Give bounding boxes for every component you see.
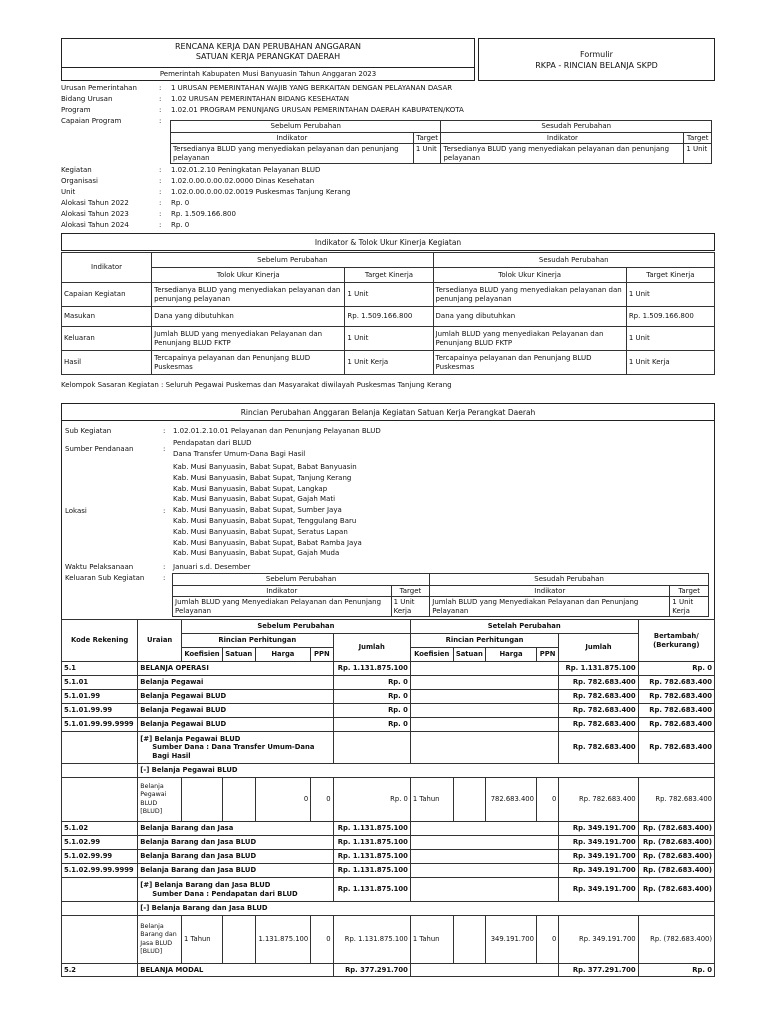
info-value: 1.02.01 PROGRAM PENUNJANG URUSAN PEMERINTAHAN DAERAH KABUPATEN/KOTA: [171, 106, 464, 114]
item1-j1: Rp. 0: [333, 778, 410, 822]
indikator-title-box: [61, 233, 715, 251]
budget-j1: Rp. 1.131.875.100: [333, 822, 410, 836]
indikator-name: Capaian Kegiatan: [62, 283, 152, 307]
kel-tgt-head-2: Target: [670, 585, 709, 597]
grp1-label: [138, 732, 333, 764]
rincian-title: Rincian Perubahan Anggaran Belanja Kegiatan Satuan Kerja Perangkat Daerah: [240, 408, 536, 417]
grp1-sub: [-] Belanja Pegawai BLUD: [138, 764, 715, 778]
waktu-label: Waktu Pelaksanaan: [65, 563, 134, 571]
budget-table: [61, 619, 715, 977]
budget-empty: [410, 718, 558, 732]
bh-kode: Kode Rekening: [62, 620, 138, 662]
budget-row: [62, 718, 715, 732]
info-value: 1.02 URUSAN PEMERINTAHAN BIDANG KESEHATAN: [171, 95, 350, 103]
item2-p1: 0: [311, 916, 333, 964]
info-label: Urusan Pemerintahan: [61, 84, 137, 92]
bh-ppn-2: PPN: [536, 648, 558, 662]
info2-value: 1.02.0.00.0.00.02.0000 Dinas Kesehatan: [171, 177, 315, 185]
tolok-after: Jumlah BLUD yang menyediakan Pelayanan dan Penunjang BLUD FKTP: [433, 327, 626, 351]
budget-empty: [410, 690, 558, 704]
last-j1: Rp. 377.291.700: [333, 964, 410, 977]
grp2-kode-cell: [62, 878, 138, 902]
item2-name: Belanja Barang dan Jasa BLUD [BLUD]: [138, 916, 182, 964]
kel-ind-head-2: Indikator: [430, 585, 670, 597]
budget-j1: Rp. 1.131.875.100: [333, 850, 410, 864]
budget-diff: Rp. 0: [638, 662, 714, 676]
target-after: Rp. 1.509.166.800: [626, 307, 714, 327]
budget-kode: 5.1.02.99.99: [62, 850, 138, 864]
target-after: 1 Unit: [626, 283, 714, 307]
sub-kegiatan-value: 1.02.01.2.10.01 Pelayanan dan Penunjang Pelayanan BLUD: [173, 427, 381, 435]
lokasi-item: Kab. Musi Banyuasin, Babat Supat, Babat Ramba Jaya: [173, 538, 362, 547]
info2-label: Alokasi Tahun 2022: [61, 199, 129, 207]
budget-row: [62, 690, 715, 704]
item1-name: Belanja Pegawai BLUD [BLUD]: [138, 778, 182, 822]
info2-colon: :: [159, 188, 162, 196]
indikator-table: [61, 252, 715, 375]
grp1-j1: [333, 732, 410, 764]
info2-label: Unit: [61, 188, 76, 196]
bh-jumlah-2: Jumlah: [559, 634, 638, 662]
keluaran-label: Keluaran Sub Kegiatan: [65, 574, 145, 582]
capaian-ind-head-2: Indikator: [441, 132, 684, 144]
target-after: 1 Unit Kerja: [626, 351, 714, 375]
budget-j2: Rp. 782.683.400: [559, 704, 638, 718]
form-label: Formulir: [580, 50, 613, 59]
capaian-after-head: Sesudah Perubahan: [441, 121, 712, 133]
budget-uraian: BELANJA OPERASI: [138, 662, 333, 676]
sumber-1: Pendapatan dari BLUD: [173, 439, 252, 447]
info-label: Program: [61, 106, 91, 114]
budget-uraian: Belanja Pegawai BLUD: [138, 690, 333, 704]
info-colon: :: [159, 106, 162, 114]
grp2-line2: Sumber Dana : Pendapatan dari BLUD: [152, 889, 298, 898]
header-title-box: [61, 38, 475, 68]
sumber-2: Dana Transfer Umum-Dana Bagi Hasil: [173, 450, 306, 458]
item1-h1: 0: [255, 778, 311, 822]
budget-kode: 5.1.01.99: [62, 690, 138, 704]
capaian-table: [170, 120, 712, 164]
indikator-name: Keluaran: [62, 327, 152, 351]
budget-uraian: Belanja Pegawai BLUD: [138, 704, 333, 718]
info-value: 1 URUSAN PEMERINTAHAN WAJIB YANG BERKAITAN DENGAN PELAYANAN DASAR: [171, 84, 453, 92]
ind-head-after: Sesudah Perubahan: [433, 253, 714, 268]
budget-j2: Rp. 349.191.700: [559, 836, 638, 850]
bh-ppn-1: PPN: [311, 648, 333, 662]
tolok-before: Tersedianya BLUD yang menyediakan pelayanan dan penunjang pelayanan: [152, 283, 345, 307]
budget-diff: Rp. 782.683.400: [638, 718, 714, 732]
info2-label: Alokasi Tahun 2024: [61, 221, 129, 229]
capaian-ind-head: Indikator: [171, 132, 414, 144]
info2-value: 1.02.0.00.0.00.02.0019 Puskesmas Tanjung Kerang: [171, 188, 351, 196]
budget-kode: 5.1.02.99: [62, 836, 138, 850]
budget-empty: [410, 662, 558, 676]
kel-before-head: Sebelum Perubahan: [173, 574, 430, 586]
budget-uraian: Belanja Barang dan Jasa BLUD: [138, 836, 333, 850]
info2-label: Kegiatan: [61, 166, 92, 174]
tolok-before: Tercapainya pelayanan dan Penunjang BLUD Puskesmas: [152, 351, 345, 375]
budget-uraian: Belanja Barang dan Jasa: [138, 822, 333, 836]
budget-uraian: Belanja Pegawai BLUD: [138, 718, 333, 732]
info2-value: Rp. 0: [171, 221, 190, 229]
budget-diff: Rp. (782.683.400): [638, 850, 714, 864]
budget-diff: Rp. (782.683.400): [638, 864, 714, 878]
budget-diff: Rp. 782.683.400: [638, 676, 714, 690]
header-title-2: SATUAN KERJA PERANGKAT DAERAH: [195, 52, 341, 61]
target-before: Rp. 1.509.166.800: [345, 307, 433, 327]
ind-head-before: Sebelum Perubahan: [152, 253, 433, 268]
budget-row: [62, 704, 715, 718]
kel-tgt-1: 1 Unit Kerja: [391, 597, 430, 617]
lokasi-item: Kab. Musi Banyuasin, Babat Supat, Babat Banyuasin: [173, 463, 357, 471]
item2-diff: Rp. (782.683.400): [638, 916, 714, 964]
item1-kode: [62, 778, 138, 822]
budget-row: [62, 850, 715, 864]
budget-j2: Rp. 349.191.700: [559, 864, 638, 878]
item1-h2: 782.683.400: [486, 778, 537, 822]
indikator-name: Hasil: [62, 351, 152, 375]
item2-h2: 349.191.700: [486, 916, 537, 964]
item2-kode: [62, 916, 138, 964]
budget-j2: Rp. 782.683.400: [559, 718, 638, 732]
budget-j2: Rp. 1.131.875.100: [559, 662, 638, 676]
budget-empty: [410, 850, 558, 864]
colon: :: [163, 445, 166, 453]
tolok-after: Tersedianya BLUD yang menyediakan pelayanan dan penunjang pelayanan: [433, 283, 626, 307]
budget-j2: Rp. 349.191.700: [559, 850, 638, 864]
grp1-diff: Rp. 782.683.400: [638, 732, 714, 764]
budget-kode: 5.1.02: [62, 822, 138, 836]
item1-j2: Rp. 782.683.400: [559, 778, 638, 822]
waktu-value: Januari s.d. Desember: [173, 563, 251, 571]
header-subtitle-box: [61, 67, 475, 81]
item2-s1: [223, 916, 256, 964]
lokasi-item: Kab. Musi Banyuasin, Babat Supat, Seratus Lapan: [173, 527, 348, 536]
header-title-1: RENCANA KERJA DAN PERUBAHAN ANGGARAN: [174, 42, 362, 51]
indikator-row: [62, 351, 715, 375]
budget-empty: [410, 704, 558, 718]
budget-j1: Rp. 0: [333, 704, 410, 718]
info2-value: Rp. 1.509.166.800: [171, 210, 236, 218]
grp2-sub-kode: [62, 902, 138, 916]
tolok-after: Tercapainya pelayanan dan Penunjang BLUD Puskesmas: [433, 351, 626, 375]
indikator-name: Masukan: [62, 307, 152, 327]
budget-j1: Rp. 1.131.875.100: [333, 662, 410, 676]
item2-p2: 0: [536, 916, 558, 964]
budget-j1: Rp. 0: [333, 690, 410, 704]
lokasi-item: Kab. Musi Banyuasin, Babat Supat, Sumber Jaya: [173, 506, 342, 515]
grp1-empty: [410, 732, 558, 764]
grp2-diff: Rp. (782.683.400): [638, 878, 714, 902]
budget-kode: 5.1.02.99.99.9999: [62, 864, 138, 878]
budget-row: [62, 864, 715, 878]
item2-h1: 1.131.875.100: [255, 916, 311, 964]
kel-tgt-head: Target: [391, 585, 430, 597]
item1-k2: 1 Tahun: [410, 778, 453, 822]
lokasi-label: Lokasi: [65, 507, 87, 515]
sumber-label: Sumber Pendanaan: [65, 445, 134, 453]
bh-satuan-2: Satuan: [453, 648, 486, 662]
info2-value: Rp. 0: [171, 199, 190, 207]
bh-jumlah-1: Jumlah: [333, 634, 410, 662]
grp2-line1: [#] Belanja Barang dan Jasa BLUD: [140, 881, 271, 889]
item1-k1: [182, 778, 223, 822]
info2-value: 1.02.01.2.10 Peningkatan Pelayanan BLUD: [171, 166, 321, 174]
grp1-j2: Rp. 782.683.400: [559, 732, 638, 764]
lokasi-item: Kab. Musi Banyuasin, Babat Supat, Tenggulang Baru: [173, 517, 357, 525]
bh-rincian-2: Rincian Perhitungan: [410, 634, 558, 648]
tolok-before: Jumlah BLUD yang menyediakan Pelayanan dan Penunjang BLUD FKTP: [152, 327, 345, 351]
budget-j1: Rp. 0: [333, 718, 410, 732]
info2-label: Organisasi: [61, 177, 98, 185]
budget-diff: Rp. 782.683.400: [638, 704, 714, 718]
capaian-tgt-after: 1 Unit: [684, 144, 712, 164]
info-colon: :: [159, 95, 162, 103]
info2-colon: :: [159, 177, 162, 185]
info-colon: :: [159, 84, 162, 92]
item2-k2: 1 Tahun: [410, 916, 453, 964]
item1-s2: [453, 778, 486, 822]
ind-head-target-1: Target Kinerja: [345, 268, 433, 283]
bh-uraian: Uraian: [138, 620, 182, 662]
budget-row: [62, 676, 715, 690]
info2-colon: :: [159, 210, 162, 218]
budget-j1: Rp. 0: [333, 676, 410, 690]
ind-head-target-2: Target Kinerja: [626, 268, 714, 283]
rincian-title-box: [61, 403, 715, 421]
info-label: Bidang Urusan: [61, 95, 113, 103]
budget-row: [62, 662, 715, 676]
grp1-line1: [#] Belanja Pegawai BLUD: [140, 734, 241, 743]
budget-j2: Rp. 349.191.700: [559, 822, 638, 836]
item2-k1: 1 Tahun: [182, 916, 223, 964]
last-uraian: BELANJA MODAL: [138, 964, 333, 977]
kel-ind-head: Indikator: [173, 585, 392, 597]
kel-ind-2: Jumlah BLUD yang Menyediakan Pelayanan dan Penunjang Pelayanan: [430, 597, 670, 617]
budget-empty: [410, 836, 558, 850]
form-box: [478, 38, 715, 81]
bh-rincian-1: Rincian Perhitungan: [182, 634, 334, 648]
info-colon: :: [159, 117, 162, 125]
tolok-before: Dana yang dibutuhkan: [152, 307, 345, 327]
budget-kode: 5.1.01.99.99.9999: [62, 718, 138, 732]
budget-diff: Rp. (782.683.400): [638, 822, 714, 836]
grp2-j1: Rp. 1.131.875.100: [333, 878, 410, 902]
capaian-tgt-before: 1 Unit: [413, 144, 441, 164]
bh-koef-1: Koefisien: [182, 648, 223, 662]
colon: :: [163, 507, 166, 515]
target-before: 1 Unit: [345, 327, 433, 351]
bh-sebelum: Sebelum Perubahan: [182, 620, 411, 634]
grp1-kode-cell: [62, 732, 138, 764]
grp2-label: [138, 878, 333, 902]
info2-label: Alokasi Tahun 2023: [61, 210, 129, 218]
bh-satuan-1: Satuan: [223, 648, 256, 662]
item1-diff: Rp. 782.683.400: [638, 778, 714, 822]
budget-empty: [410, 822, 558, 836]
form-name: RKPA - RINCIAN BELANJA SKPD: [535, 61, 658, 70]
budget-empty: [410, 676, 558, 690]
info-label: Capaian Program: [61, 117, 122, 125]
last-diff: Rp. 0: [638, 964, 714, 977]
bh-harga-2: Harga: [486, 648, 537, 662]
item1-p2: 0: [536, 778, 558, 822]
ind-head-tolok-1: Tolok Ukur Kinerja: [152, 268, 345, 283]
lokasi-item: Kab. Musi Banyuasin, Babat Supat, Gajah Muda: [173, 549, 340, 558]
capaian-ind-after: Tersedianya BLUD yang menyediakan pelayanan dan penunjang pelayanan: [441, 144, 684, 164]
budget-j2: Rp. 782.683.400: [559, 676, 638, 690]
budget-j1: Rp. 1.131.875.100: [333, 864, 410, 878]
budget-kode: 5.1: [62, 662, 138, 676]
budget-kode: 5.1.01.99.99: [62, 704, 138, 718]
budget-kode: 5.1.01: [62, 676, 138, 690]
info2-colon: :: [159, 221, 162, 229]
item2-j2: Rp. 349.191.700: [559, 916, 638, 964]
indikator-row: [62, 307, 715, 327]
budget-j1: Rp. 1.131.875.100: [333, 836, 410, 850]
grp2-sub: [-] Belanja Barang dan Jasa BLUD: [138, 902, 715, 916]
grp2-empty: [410, 878, 558, 902]
indikator-title: Indikator & Tolok Ukur Kinerja Kegiatan: [314, 238, 462, 247]
sub-kegiatan-label: Sub Kegiatan: [65, 427, 112, 435]
budget-diff: Rp. 782.683.400: [638, 690, 714, 704]
kel-tgt-2: 1 Unit Kerja: [670, 597, 709, 617]
budget-row: [62, 822, 715, 836]
header-subtitle: Pemerintah Kabupaten Musi Banyuasin Tahun Anggaran 2023: [159, 70, 377, 78]
kel-after-head: Sesudah Perubahan: [430, 574, 709, 586]
colon: :: [163, 574, 166, 582]
indikator-row: [62, 327, 715, 351]
item1-s1: [223, 778, 256, 822]
target-before: 1 Unit: [345, 283, 433, 307]
kelompok-sasaran: Kelompok Sasaran Kegiatan : Seluruh Pegawai Puskemas dan Masyarakat diwilayah Puskesmas Tanjung Kerang: [61, 381, 452, 389]
ind-head-tolok-2: Tolok Ukur Kinerja: [433, 268, 626, 283]
target-before: 1 Unit Kerja: [345, 351, 433, 375]
colon: :: [163, 563, 166, 571]
capaian-before-head: Sebelum Perubahan: [171, 121, 441, 133]
bh-koef-2: Koefisien: [410, 648, 453, 662]
last-j2: Rp. 377.291.700: [559, 964, 638, 977]
kel-ind-1: Jumlah BLUD yang Menyediakan Pelayanan dan Penunjang Pelayanan: [173, 597, 392, 617]
grp2-j2: Rp. 349.191.700: [559, 878, 638, 902]
bh-bertambah: Bertambah/ (Berkurang): [638, 620, 714, 662]
capaian-tgt-head-2: Target: [684, 132, 712, 144]
bh-harga-1: Harga: [255, 648, 311, 662]
budget-empty: [410, 864, 558, 878]
grp1-sub-kode: [62, 764, 138, 778]
item1-p1: 0: [311, 778, 333, 822]
item2-s2: [453, 916, 486, 964]
tolok-after: Dana yang dibutuhkan: [433, 307, 626, 327]
capaian-ind-before: Tersedianya BLUD yang menyediakan pelayanan dan penunjang pelayanan: [171, 144, 414, 164]
lokasi-item: Kab. Musi Banyuasin, Babat Supat, Langkap: [173, 484, 328, 493]
lokasi-item: Kab. Musi Banyuasin, Babat Supat, Tanjung Kerang: [173, 473, 352, 482]
indikator-row: [62, 283, 715, 307]
lokasi-item: Kab. Musi Banyuasin, Babat Supat, Gajah Mati: [173, 495, 336, 504]
budget-uraian: Belanja Pegawai: [138, 676, 333, 690]
target-after: 1 Unit: [626, 327, 714, 351]
budget-uraian: Belanja Barang dan Jasa BLUD: [138, 850, 333, 864]
last-kode: 5.2: [62, 964, 138, 977]
grp1-line2: Sumber Dana : Dana Transfer Umum-Dana: [152, 743, 315, 752]
budget-j2: Rp. 782.683.400: [559, 690, 638, 704]
item2-j1: Rp. 1.131.875.100: [333, 916, 410, 964]
colon: :: [163, 427, 166, 435]
ind-head-indikator: Indikator: [62, 253, 152, 283]
budget-uraian: Belanja Barang dan Jasa BLUD: [138, 864, 333, 878]
keluaran-table: [172, 573, 709, 617]
budget-diff: Rp. (782.683.400): [638, 836, 714, 850]
grp1-line3: Bagi Hasil: [152, 751, 191, 760]
info2-colon: :: [159, 166, 162, 174]
budget-row: [62, 836, 715, 850]
capaian-tgt-head: Target: [413, 132, 441, 144]
last-empty: [410, 964, 558, 977]
info2-colon: :: [159, 199, 162, 207]
bh-setelah: Setelah Perubahan: [410, 620, 638, 634]
